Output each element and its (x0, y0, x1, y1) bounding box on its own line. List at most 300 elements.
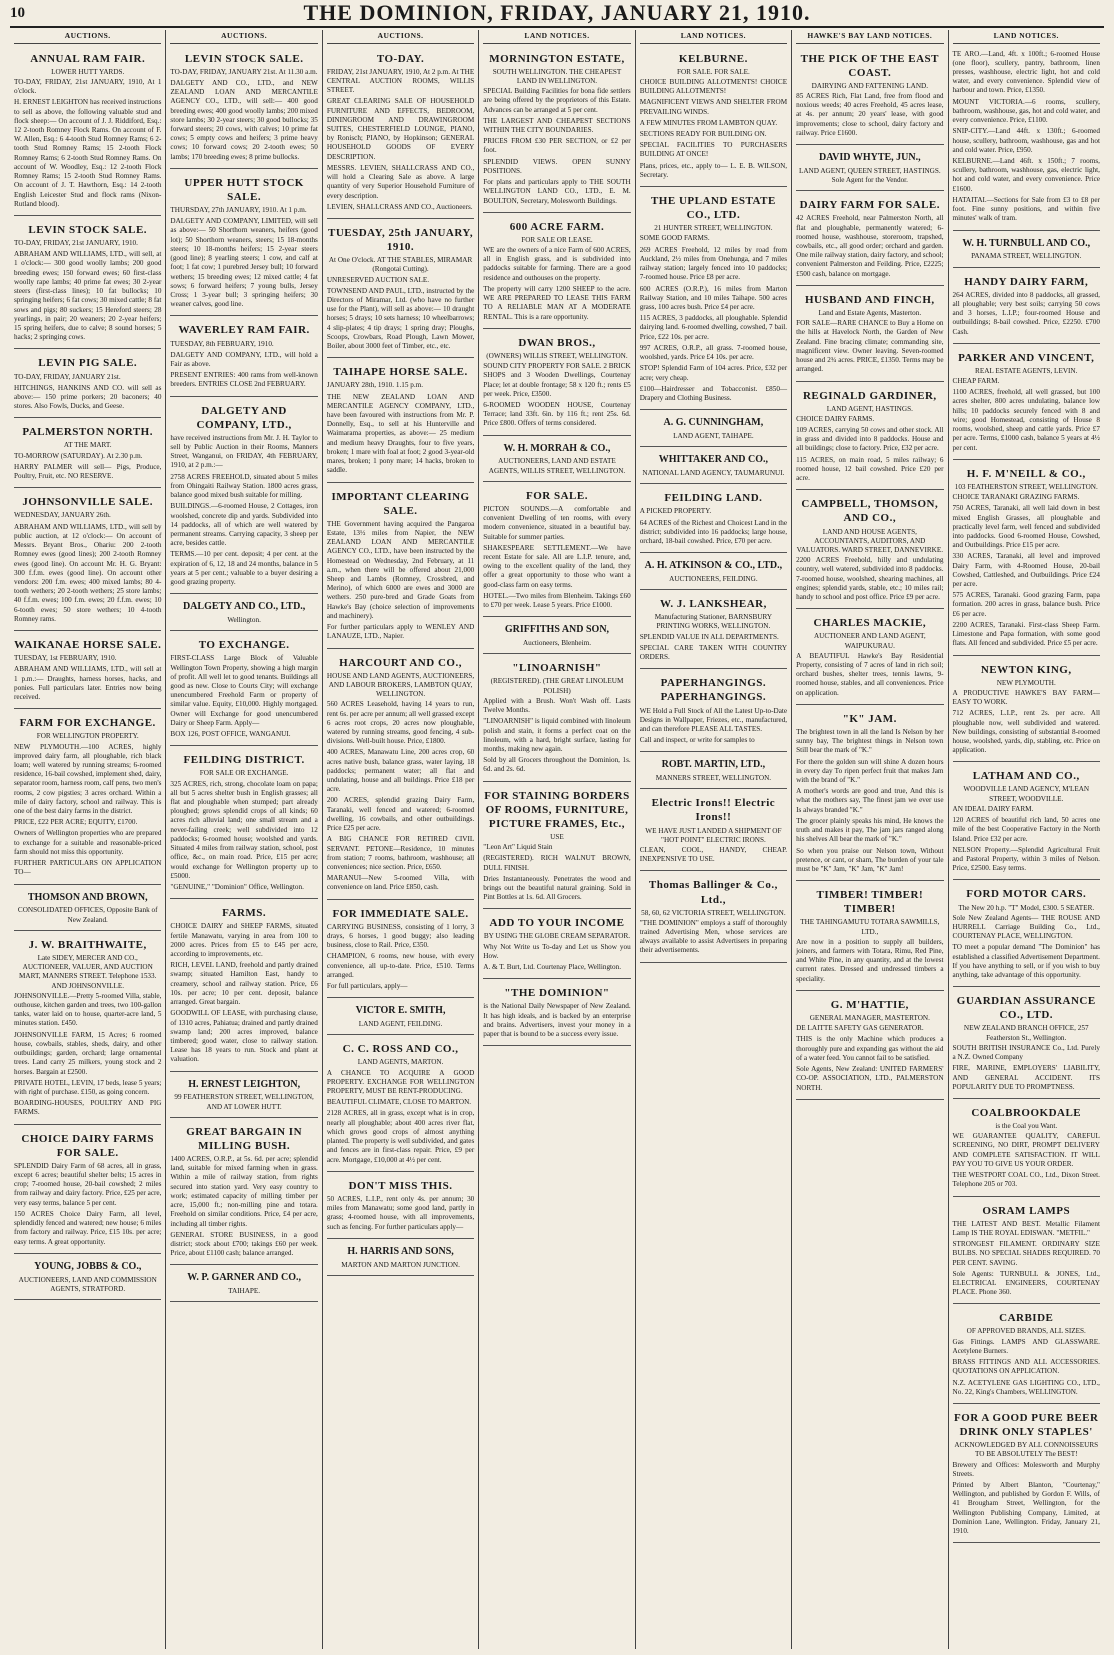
ad-subtitle: AUCTIONEER AND LAND AGENT, WAIPUKURAU. (813, 632, 926, 650)
page-number: 10 (10, 4, 25, 21)
advertisement (796, 288, 943, 382)
ad-subtitle: BY USING THE GLOBE CREAM SEPARATOR. (483, 932, 631, 941)
ad-subtitle: AUCTIONEERS, LAND AND COMMISSION AGENTS, STRATFORD. (18, 1275, 157, 1293)
ad-title: FOR STAINING BORDERS OF ROOMS, FURNITURE, PICTURE FRAMES, Etc., (484, 789, 630, 830)
ad-paragraph: 400 ACRES, Manawatu Line, 200 acres crop, 60 acres native bush, balance grass, water laying, 18 paddocks; permanent water; all flat and undulating, house and all buildings. Price £18 per acre. (326, 748, 475, 794)
advertisement (14, 47, 161, 216)
ad-title: COALBROOKDALE (971, 1106, 1082, 1119)
ad-paragraph: 2758 ACRES FREEHOLD, situated about 5 miles from Ohingaiti Railway Station. 1800 acres grass, balance good mixed bush suitable for milling. (170, 472, 318, 500)
advertisement (14, 490, 161, 631)
ad-paragraph: A mother's words are good and true, And this is what the mothers say, The finest jam we ever use Is always branded "K." (796, 787, 944, 814)
ad-subtitle: 21 HUNTER STREET, WELLINGTON. (654, 224, 773, 233)
ad-paragraph: FIRE, MARINE, EMPLOYERS' LIABILITY, AND GENERAL ACCIDENT. ITS POPULARITY DUE TO PROMPTNESS. (952, 1064, 1100, 1091)
ad-paragraph: A FEW MINUTES FROM LAMBTON QUAY. (639, 118, 778, 127)
ad-title: PALMERSTON NORTH. (22, 426, 153, 439)
ad-paragraph: NEW PLYMOUTH.—100 ACRES, highly improved dairy farm, all ploughable, rich black loam; well watered by running streams; 6-roomed residence, 16-bail cowshed, implement shed, dairy, separator room, harness room, calf pens, two men's rooms, 2 cow pigsties; 3 acres orchard. Within a mile of dairy factory, school and railway. This is one of the best dairy farms in the district. (14, 742, 162, 816)
ad-paragraph: Sole Agents: TURNBULL & JONES, Ltd., ELECTRICAL ENGINEERS, COURTENAY PLACE. Phone 360. (952, 1269, 1100, 1297)
advertisement (170, 633, 317, 746)
advertisement (953, 882, 1100, 987)
ad-title: DALGETY AND CO., LTD., (182, 601, 306, 613)
ad-paragraph: The property will carry 1200 SHEEP to the acre. WE ARE PREPARED TO LEASE THIS FARM TO A RELIABLE MAN AT A MODERATE RENTAL. This is a rare opportunity. (483, 284, 631, 321)
ad-paragraph: 50 ACRES, L.I.P., rent only 4s. per annum; 30 miles from Manawatu; some good land, partly in grass; 4-roomed house, with all improvements, such as fencing. For further particulars apply— (326, 1194, 475, 1231)
ad-paragraph: £100—Hairdresser and Tobacconist. £850—Drapery and Clothing Business. (639, 384, 788, 402)
ad-subtitle: DAIRYING AND FATTENING LAND. (811, 81, 929, 90)
ad-title: THOMSON AND BROWN, (27, 891, 148, 903)
advertisement (483, 215, 630, 329)
advertisement (953, 658, 1100, 763)
ad-paragraph: 115 ACRES, 3 paddocks, all ploughable. Splendid dairying land. 6-roomed dwelling, cowshed, 7 bail. Price, £22 10s. per acre. (639, 314, 788, 341)
ad-paragraph: ABRAHAM AND WILLIAMS, LTD., will sell at 1 p.m.:— Draughts, harness horses, hacks, and ponies. Full particulars later. Entries now being received. (14, 665, 162, 701)
advertisement (170, 901, 317, 1071)
advertisement (483, 911, 630, 979)
ad-subtitle: MANNERS STREET, WELLINGTON. (655, 774, 772, 783)
ad-paragraph: LEVIEN, SHALLCRASS AND CO., Auctioneers. (326, 202, 473, 211)
advertisement (640, 412, 787, 447)
ad-paragraph: THE Government having acquired the Pangaroa Estate, 13½ miles from Napier, the NEW ZEALAND LOAN AND MERCANTILE AGENCY CO., LTD., have been instructed by the Homestead on Wednesday, 2nd February, at 11 a.m., when there will be offered about 21,000 Sheep and Lambs (Romney, Crossbred, and Merino), of which 6000 are ewes and 3000 are wethers. 250 pure-bred and Grade Goats from Hawke's Bay (choice selection of improvements and machinery). (326, 519, 475, 620)
ad-title: WHITTAKER AND CO., (658, 454, 769, 466)
ad-paragraph: Sole New Zealand Agents— THE ROUSE AND HURRELL Carriage Building Co., Ltd., COURTENAY PLACE, WELLINGTON. (952, 913, 1100, 941)
ad-paragraph: CHEAP FARM. (952, 377, 1000, 386)
ad-paragraph: NELSON Property.—Splendid Agricultural Fruit and Pastoral Property, within 3 miles of Nelson. Price, £2500. Easy terms. (952, 845, 1100, 873)
ad-paragraph: 997 ACRES, O.R.P., all grass. 7-roomed house, woolshed, yards. Price £4 10s. per acre. (639, 343, 788, 362)
column-heading: AUCTIONS. (327, 30, 474, 44)
ad-paragraph: PRICE, £22 PER ACRE; EQUITY, £1700. (14, 818, 138, 827)
ad-paragraph: Plans, prices, etc., apply to— L. E. B. WILSON, Secretary. (639, 161, 788, 179)
ad-paragraph: SNIP-CITY.—Land 44ft. x 130ft.; 6-roomed house, scullery, bathroom, washhouse, gas and hot and cold water. Price, £950. (952, 127, 1100, 154)
column-4 (479, 30, 635, 1649)
ad-paragraph: Call and inspect, or write for samples to (639, 736, 755, 745)
ad-subtitle: NEW PLYMOUTH. (996, 678, 1056, 687)
ad-subtitle: 103 FEATHERSTON STREET, WELLINGTON. (954, 482, 1098, 491)
ad-paragraph: (REGISTERED). RICH WALNUT BROWN, DULL FINISH. (483, 854, 631, 872)
ad-title: PARKER AND VINCENT, (958, 351, 1095, 364)
ad-subtitle: CONSOLIDATED OFFICES, Opposite Bank of New Zealand. (17, 906, 158, 924)
ad-paragraph: FOR SALE—RARE CHANCE to Buy a Home on the hills at Havelock North, the Garden of New Zealand. Fine bracing climate; commanding site, magnificent view. Owner leaving. Seven-roomed house and 2¾ acres. PRICE, £1350. Terms may be arranged. (796, 319, 944, 374)
ad-paragraph: 575 ACRES, Taranaki. Good grazing Farm, papa formation. 200 acres in grass, balance bush. Price £6 per acre. (952, 591, 1100, 618)
ad-paragraph: 269 ACRES Freehold, 12 miles by road from Auckland, 2½ miles from Onehunga, and 7 miles railway station; largely fenced into 10 paddocks; 7-roomed house. Price £8 per acre. (639, 245, 788, 282)
ad-title: TO-DAY. (376, 52, 425, 65)
ad-paragraph: 325 ACRES, rich, strong, chocolate loam on papa; all but 5 acres shelter bush in English grasses; all flat and ploughable when stumped; part already ploughed; grows splendid crops of all kinds; 60 acres rich alluvial land; one small stream and a never-failing creek; well subdivided into 12 paddocks; 6-roomed house; woolshed and yards. Situated 4 miles from railway station, school, post office, &c., on main road. Price, £15 per acre; would exchange for Wellington property up to £5000. (170, 779, 318, 880)
ad-title: FARMS. (222, 907, 267, 920)
ad-paragraph: N.Z. ACETYLENE GAS LIGHTING CO., LTD., No. 22, King's Chambers, WELLINGTON. (952, 1378, 1100, 1396)
ad-subtitle: MARTON AND MARTON JUNCTION. (341, 1260, 460, 1269)
ad-title: THE PICK OF THE EAST COAST. (800, 52, 939, 79)
ad-title: FEILDING LAND. (664, 492, 763, 505)
advertisement (640, 791, 787, 871)
ad-title: FARM FOR EXCHANGE. (19, 717, 156, 730)
ad-paragraph: Dries Instantaneously. Penetrates the wood and brings out the beautiful natural graining. Sold in Pint Bottles at 1s. 6d. All Grocers. (483, 874, 631, 902)
ad-title: LEVIN STOCK SALE. (184, 52, 304, 65)
ad-title: FORD MOTOR CARS. (966, 888, 1087, 901)
ad-paragraph: TUESDAY, 1st FEBRUARY, 1910. (14, 654, 117, 663)
ad-title: REGINALD GARDINER, (802, 389, 937, 402)
ad-paragraph: TO-DAY, FRIDAY, JANUARY 21st. At 11.30 a.m. (170, 67, 318, 76)
advertisement (640, 671, 787, 752)
ad-paragraph: TUESDAY, 8th FEBRUARY, 1910. (170, 339, 274, 348)
ad-title: FEILDING DISTRICT. (183, 754, 305, 767)
advertisement (483, 981, 630, 1046)
ad-title: C. C. ROSS AND CO., (342, 1043, 459, 1056)
advertisement (170, 399, 317, 595)
advertisement (170, 171, 317, 317)
ad-paragraph: 712 ACRES, L.I.P., rent 2s. per acre. All ploughable now, well subdivided and watered. New buildings, consisting of substantial 8-roomed house, woolshed, yards, dip, stabling, etc. Price on application. (952, 709, 1100, 755)
ad-title: H. HARRIS AND SONS, (347, 1245, 454, 1257)
advertisement (953, 462, 1100, 656)
ad-title: Thomas Ballinger & Co., Ltd., (648, 879, 778, 906)
ad-paragraph: BUILDINGS.—6-roomed House, 2 Cottages, iron woolshed, concrete dip and yards. Subdivided into 14 paddocks, all of which are well watered by permanent streams. Carrying capacity, 3 sheep per acre, besides cattle. (170, 502, 318, 548)
ad-title: HARCOURT AND CO., (339, 656, 462, 669)
ad-subtitle: At One O'clock. AT THE STABLES, MIRAMAR (Rongotai Cutting). (328, 256, 473, 274)
ad-paragraph: A CHANCE TO ACQUIRE A GOOD PROPERTY. EXCHANGE FOR WELLINGTON PROPERTY, MUST BE RENT-PRODUCING. (326, 1068, 475, 1096)
advertisement (640, 189, 787, 410)
ad-subtitle: is the Coal you Want. (995, 1122, 1058, 1131)
ad-paragraph: SPECIAL FACILITIES TO PURCHASERS BUILDING AT ONCE! (639, 141, 788, 159)
advertisement (170, 318, 317, 396)
ad-paragraph: STOP! Splendid Farm of 104 acres. Price, £32 per acre; very cheap. (639, 364, 788, 382)
ad-paragraph: CLEAN, COOL, HANDY, CHEAP. INEXPENSIVE TO USE. (639, 845, 788, 864)
ad-subtitle: TAIHAPE. (228, 1287, 261, 1296)
advertisement (640, 555, 787, 590)
ad-title: "LINOARNISH" (512, 662, 602, 675)
ad-paragraph: CARRYING BUSINESS, consisting of 1 lorry, 3 drays, 6 horses, 1 good buggy; also leading business, close to Rail. Price, £350. (326, 922, 475, 950)
ad-paragraph: JOHNSONVILLE.—Pretty 5-roomed Villa, stable, outhouse, kitchen garden and trees, two 100-gallon tanks, water laid on to house, quarter-acre land, 5 minutes station. £450. (14, 991, 162, 1028)
advertisement (953, 346, 1100, 460)
ad-title: TUESDAY, 25th JANUARY, 1910. (328, 226, 474, 254)
column-5 (636, 30, 792, 1649)
ad-paragraph: GREAT CLEARING SALE OF HOUSEHOLD FURNITURE AND EFFECTS, BEDROOM, DININGROOM AND DRAWINGROOM SUITES, CHESTERFIELD LOUNGE, PIANO, by Ronisch; PIANO, by Hopkinson; GENERAL HOUSEHOLD GOODS OF EVERY DESCRIPTION. (326, 97, 475, 161)
ad-paragraph: AN IDEAL DAIRY FARM. (952, 804, 1034, 813)
ad-subtitle: FOR WELLINGTON PROPERTY. (36, 732, 139, 741)
advertisement (953, 989, 1100, 1099)
ad-paragraph: HATAITAI.—Sections for Sale from £3 to £8 per foot. Fine sunny positions, and within five minutes' walk of tram. (952, 195, 1100, 223)
ad-paragraph: THE NEW ZEALAND LOAN AND MERCANTILE AGENCY COMPANY, LTD., have been favoured with instructions from Mr. P. Donnelly, Esq., to sell at his Hunterville and Waimarama properties, as above:— 25 medium and medium heavy Draughts, four to five years, broken; 1 mare with foal at foot; 2 good 3-year-old mares, broken; 1 pony mare; 14 hacks, broken to saddle. (326, 392, 475, 475)
ad-paragraph: PRESENT ENTRIES: 400 rams from well-known breeders. ENTRIES CLOSE 2nd FEBRUARY. (170, 371, 318, 389)
masthead (10, 0, 1104, 28)
ad-paragraph: FRIDAY, 21st JANUARY, 1910, At 2 p.m. At THE CENTRAL AUCTION ROOMS, WILLIS STREET. (326, 67, 475, 95)
column-heading: LAND NOTICES. (953, 30, 1100, 44)
ad-title: THE UPLAND ESTATE CO., LTD. (650, 195, 776, 222)
ad-paragraph: 2200 ACRES Freehold, hilly and undulating country, well watered, subdivided into 8 paddocks. 7-roomed house, woolshed, shearing machines, all engines; splendid yards, stable, etc.; 10 miles rail; handy to school and post office. Price £9 per acre. (796, 556, 944, 602)
ad-title: G. M'HATTIE, (830, 998, 909, 1011)
ad-title: W. H. MORRAH & CO., (503, 442, 611, 454)
ad-subtitle: FOR SALE OR EXCHANGE. (199, 769, 289, 778)
advertisement (170, 1267, 317, 1302)
ad-subtitle: LAND AND HOUSE AGENTS, ACCOUNTANTS, AUDITORS, AND VALUATORS. WARD STREET, DANNEVIRKE. (796, 527, 944, 554)
ad-title: DON'T MISS THIS. (348, 1179, 453, 1192)
ad-paragraph: HOTEL.—Two miles from Blenheim. Takings £60 to £70 per week. Lease 5 years. Price £1000. (483, 591, 631, 610)
advertisement (327, 360, 474, 482)
ad-title: A. H. ATKINSON & CO., LTD., (644, 560, 783, 572)
ad-title: W. P. GARNER AND CO., (187, 1272, 301, 1284)
advertisement (953, 233, 1100, 268)
ad-paragraph: The brightest town in all the land Is Nelson by her sunny bay, The brightest things in Nelson town Still bear the mark of "K." (796, 727, 944, 755)
ad-paragraph: SPECIAL Building Facilities for bona fide settlers are being offered by the proprietors of this Estate. Advances can be arranged at 5 per cent. (483, 87, 631, 114)
ad-subtitle: GENERAL MANAGER, MASTERTON. (809, 1013, 930, 1022)
ad-title: LEVIN PIG SALE. (38, 357, 138, 370)
ad-subtitle: REAL ESTATE AGENTS, LEVIN. (975, 366, 1078, 375)
ad-paragraph: CHOICE BUILDING ALLOTMENTS! CHOICE BUILDING ALLOTMENTS! (639, 77, 788, 96)
column-heading: LAND NOTICES. (640, 30, 787, 44)
ad-title: NEWTON KING, (980, 663, 1072, 676)
ad-paragraph: MOUNT VICTORIA.—6 rooms, scullery, bathroom, washhouse, gas, hot and cold water, and every convenience. Price, £1100. (952, 97, 1100, 125)
advertisement (327, 651, 474, 900)
ad-subtitle: LAND AGENT, QUEEN STREET, HASTINGS. Sole Agent for the Vendor. (798, 166, 941, 185)
column-3 (323, 30, 479, 1649)
ad-paragraph: Brewery and Offices: Molesworth and Murphy Streets. (952, 1460, 1100, 1478)
ad-paragraph: 115 ACRES, on main road, 5 miles railway; 6 roomed house, 12 bail cowshed. Price £20 per acre. (796, 455, 944, 483)
ad-paragraph: 1400 ACRES, O.R.P., at 5s. 6d. per acre; splendid land, suitable for mixed farming when in grass. Within a mile of railway station, from rights secured into station yard. Very easy country to work; estimated capacity of milling timber per acre, 15,000 ft.; non-milling pine and totara. Freehold on similar conditions. Price, £4 per acre, including all timber rights. (170, 1154, 318, 1228)
advertisement (327, 47, 474, 219)
ad-subtitle: 99 FEATHERSTON STREET, WELLINGTON, AND AT LOWER HUTT. (174, 1093, 314, 1111)
ad-title: "K" JAM. (842, 712, 897, 725)
advertisement (170, 47, 317, 169)
advertisement (796, 993, 943, 1100)
ad-paragraph: BEAUTIFUL CLIMATE, CLOSE TO MARTON. (326, 1098, 472, 1107)
ad-paragraph: "Leon Art" Liquid Stain (483, 843, 553, 852)
ad-paragraph: 750 ACRES, Taranaki, all well laid down in best mixed English Grasses, all ploughable and practically level farm, well fenced and subdivided into paddocks. Good 6-roomed House, Cowshed, and Outbuildings. Price £15 per acre. (952, 504, 1100, 550)
ad-paragraph: CHAMPION, 6 rooms, new house, with every convenience, all up-to-date. Price, £510. Terms arranged. (326, 952, 475, 979)
ad-title: CAMPBELL, THOMSON, AND CO., (801, 498, 939, 525)
ad-title: GRIFFITHS AND SON, (504, 624, 610, 636)
ad-paragraph: SOUND CITY PROPERTY FOR SALE. 2 BRICK SHOPS and 3 Wooden Dwellings, Courtenay Place; let at double frontage; 58 x 120 ft.; rents £5 per week. Price, £3500. (483, 362, 631, 398)
advertisement (327, 1000, 474, 1035)
ad-subtitle: WOODVILLE LAND AGENCY, M'LEAN STREET, WOODVILLE. (963, 785, 1090, 803)
ad-paragraph: MAGNIFICENT VIEWS AND SHELTER FROM PREVAILING WINDS. (639, 98, 788, 116)
advertisement (14, 351, 161, 418)
advertisement (483, 784, 630, 910)
ad-title: W. H. TURNBULL AND CO., (962, 237, 1091, 249)
ad-title: WAIKANAE HORSE SALE. (14, 639, 162, 652)
ad-subtitle: Land and Estate Agents, Masterton. (818, 308, 922, 317)
ad-paragraph: Sole Agents, New Zealand: UNITED FARMERS' CO-OP. ASSOCIATION, LTD., PALMERSTON NORTH. (796, 1065, 944, 1092)
ad-paragraph: 1100 ACRES, freehold, all well grassed, but 100 acres shelter, 800 acres undulating, balance low hills; 10 paddocks securely fenced with 8 and wire; good Homestead, consisting of House 8 rooms, woolshed, sheep and cattle yards. Price £7 per acre. Terms, £1000 cash, balance 5 years at 4½ per cent. (952, 388, 1100, 452)
advertisement (170, 1120, 317, 1266)
ad-paragraph: Are now in a position to supply all builders, joiners, and farmers with Totara, Rimu, Red Pine, and White Pine, in any quantity, and at the lowest current rates. Dressed and undressed timbers a speciality. (796, 937, 944, 983)
advertisement (796, 193, 943, 286)
ad-title: TO EXCHANGE. (198, 639, 290, 652)
column-6 (792, 30, 948, 1649)
ad-paragraph: FURTHER PARTICULARS ON APPLICATION TO— (14, 859, 162, 877)
advertisement (953, 270, 1100, 344)
ad-paragraph: TOWNSEND AND PAUL, LTD., instructed by the Directors of Miramar, Ltd. (who have no further use for the Plant), will sell as above:— 10 draught horses; 5 drays; 10 sets harness; 10 wheelbarrows; 4 slip-plates; 4 tip drays; 1 spring dray; Ploughs, Scoops, Crowbars, Road Plough, Lawn Mower, Boiler, about 3000 feet of Timber, etc., etc. (326, 286, 475, 351)
advertisement (14, 1256, 161, 1300)
ad-paragraph: GENERAL STORE BUSINESS, in a good district; stock about £700; takings £60 per week. Price, about £1100 cash; balance arranged. (170, 1230, 318, 1258)
advertisement (327, 1037, 474, 1171)
ad-paragraph: Why Not Write us To-day and Let us Show you How. (483, 942, 631, 960)
advertisement (483, 484, 630, 617)
ad-paragraph: PRICES FROM £30 PER SECTION, or £2 per foot. (483, 137, 631, 155)
ad-paragraph: CHOICE DAIRY FARMS. (796, 414, 875, 423)
ad-paragraph: Gas Fittings. LAMPS AND GLASSWARE. Acetylene Burners. (952, 1337, 1100, 1355)
ad-subtitle: AUCTIONEERS, LAND AND ESTATE AGENTS, WILLIS STREET, WELLINGTON. (488, 457, 626, 475)
ad-paragraph: 264 ACRES, divided into 8 paddocks, all grassed, all ploughable; very best soils; carrying 50 cows and 3 horses, L.I.P.; four-roomed House and outbuildings; 8-bail cowshed. Price, £2250. £700 Cash. (952, 290, 1100, 336)
ad-subtitle: AT THE MART. (63, 441, 112, 450)
ad-paragraph: HITCHINGS, HANKINS AND CO. will sell as above:— 150 prime porkers; 20 baconers; 40 stores. Also Fowls, Ducks, and Geese. (14, 383, 162, 411)
advertisement (640, 592, 787, 669)
ad-paragraph: TO-DAY, FRIDAY, 21st JANUARY, 1910, At 1 o'clock. (14, 77, 162, 96)
ad-paragraph: SPLENDID Dairy Farm of 68 acres, all in grass, except 6 acres; beautiful shelter belts; 15 acres in crop; 7-roomed house, 20-bail cowshed; 2 miles from railway and dairy factory. Price, £25 per acre, very easy terms, balance 5 per cent. (14, 1161, 162, 1207)
advertisement (327, 221, 474, 358)
ad-subtitle: LAND AGENT, FEILDING. (358, 1020, 443, 1029)
column-container (10, 30, 1104, 1649)
ad-paragraph: SPLENDID VALUE IN ALL DEPARTMENTS. (639, 632, 779, 641)
ad-paragraph: PICTON SOUNDS.—A comfortable and convenient Dwelling of ten rooms, with every modern convenience, situated in a beautiful bay. Suitable for summer parties. (483, 504, 631, 541)
advertisement (953, 764, 1100, 880)
ad-paragraph: DALGETY AND CO., LTD., and NEW ZEALAND LOAN AND MERCANTILE AGENCY CO., LTD., will sell:— 400 good breeding ewes; 400 good woolly lambs; 200 mixed store lambs; 30 2-year steers; 30 good bullocks; 35 forward steers; 20 cows, with calves; 10 prime fat cows; 5 empty cows and heifers; 3 prime heavy cows; 10 forward cows; 20 2-tooth ewes; 50 lambs; 170 breeding ewes; 8 prime bullocks. (170, 78, 318, 161)
ad-paragraph: ABRAHAM AND WILLIAMS, LTD., will sell by public auction, at 12 o'clock:— On account of Messrs. Bryant Bros., Ohariu: 200 2-tooth Romney ewes (good lines); 200 2-tooth Romney ewes (good line). On account Mr. H. G. Bryant: 300 f.f.m. ewes (good line). On account other vendors: 200 f.m. ewes; 400 mixed lambs; 80 4-tooth wethers; 20 2-tooth wethers; 25 store lambs; 40 f.f.m. ewes; 100 f.m. ewes; 20 f.f.m. ewes; 10 6-tooth ewes; 50 store wethers; 10 4-tooth Romney rams. (14, 522, 162, 623)
ad-paragraph: 6-ROOMED WOODEN HOUSE, Courtenay Terrace; land 33ft. 6in. by 116 ft.; rent 25s. 6d. Price £800. Offers of terms considered. (483, 400, 631, 428)
ad-paragraph: WE Hold a Full Stock of All the Latest Up-to-Date Designs in Wallpaper, Friezes, etc., manufactured, and can therefore PLEASE ALL TASTES. (639, 706, 788, 733)
advertisement (640, 486, 787, 553)
ad-paragraph: CHOICE TARANAKI GRAZING FARMS. (952, 493, 1080, 502)
ad-title: DWAN BROS., (518, 336, 596, 349)
ad-paragraph: STRONGEST FILAMENT. ORDINARY SIZE BULBS. NO SPECIAL SHADES REQUIRED. 70 PER CENT. SAVING. (952, 1240, 1100, 1267)
ad-paragraph: A PRODUCTIVE HAWKE'S BAY FARM—EASY TO WORK. (952, 688, 1100, 707)
ad-paragraph: For there the golden sun will shine A dozen hours in every day To ripen perfect fruit that makes Jam with the brand of "K." (796, 757, 944, 785)
advertisement (14, 420, 161, 488)
ad-paragraph: SOUTH BRITISH INSURANCE Co., Ltd. Purely a N.Z. Owned Company (952, 1043, 1100, 1062)
ad-subtitle: Wellington. (227, 616, 261, 625)
ad-title: CHOICE DAIRY FARMS FOR SALE. (21, 1132, 155, 1159)
ad-subtitle: The New 20 h.p. "T" Model, £300. 5 SEATER. (958, 903, 1095, 912)
ad-paragraph: SOME GOOD FARMS. (639, 234, 710, 243)
advertisement (483, 331, 630, 436)
ad-paragraph: TE ARO.—Land, 4ft. x 100ft.; 6-roomed House (one floor), scullery, pantry, bathroom, linen presses, washhouse, electric light, hot and cold water, and every convenience. Splendid view of harbour and town. Price, £1350. (952, 49, 1100, 95)
ad-subtitle: SOUTH WELLINGTON. THE CHEAPEST LAND IN WELLINGTON. (492, 67, 622, 85)
ad-title: ANNUAL RAM FAIR. (30, 52, 146, 65)
advertisement (796, 384, 943, 491)
ad-subtitle: LOWER HUTT YARDS. (51, 67, 125, 76)
advertisement (796, 492, 943, 609)
ad-paragraph: 200 ACRES, splendid grazing Dairy Farm, Taranaki, well fenced and watered; 6-roomed dwelling, 16 cowbails, and other outbuildings. Price £25 per acre. (326, 796, 475, 833)
ad-paragraph: DALGETY AND COMPANY, LIMITED, will sell as above:— 50 Shorthorn weaners, heifers (good lot); 50 Shorthorn weaners, steers; 15 18-months steers; 10 18-months heifers; 15 2-year steers (good line); 8 yearling steers; 1 cow, and calf at foot; 1 fat cow; 1 purebred Jersey bull; 10 forward wethers; 15 breeding ewes; 12 mixed cattle; 4 fat sows; 6 forward heifers; 7 young bulls, Jersey Cross; 1 3-year bull; 3 springing heifers; 30 weaner calves, good line. (170, 217, 318, 309)
ad-paragraph: DE LAITTE SAFETY GAS GENERATOR. (796, 1024, 924, 1033)
ad-paragraph: SECTIONS READY FOR BUILDING ON. (639, 129, 767, 138)
ad-paragraph: A BEAUTIFUL Hawke's Bay Residential Property, consisting of 7 acres of land in rich soil; orchard bushes, shelter trees, tennis lawns, 9-roomed house, stables, and all conveniences. Price on application. (796, 651, 944, 697)
ad-paragraph: So when you praise our Nelson town, Without pretence, or cant, or sham, The burden of your tale must be "K" Jam, "K" Jam, "K" Jam! (796, 846, 944, 873)
advertisement (14, 933, 161, 1125)
ad-title: FOR IMMEDIATE SALE. (332, 907, 469, 920)
ad-paragraph: BOARDING-HOUSES, POULTRY AND PIG FARMS. (14, 1099, 162, 1117)
ad-paragraph: SPECIAL CARE TAKEN WITH COUNTRY ORDERS. (639, 643, 788, 662)
advertisement (483, 656, 630, 781)
ad-subtitle: AUCTIONEERS, FEILDING. (669, 574, 758, 583)
ad-subtitle: Manufacturing Stationer, BARNSBURY PRINTING WORKS, WELLINGTON. (654, 613, 773, 631)
advertisement (170, 748, 317, 899)
ad-subtitle: FOR SALE. FOR SALE. (676, 67, 750, 76)
ad-subtitle: NEW ZEALAND BRANCH OFFICE, 257 Featherston St., Wellington. (963, 1024, 1089, 1042)
ad-title: LEVIN STOCK SALE. (28, 223, 148, 236)
ad-title: H. ERNEST LEIGHTON, (188, 1078, 301, 1090)
advertisement (796, 883, 943, 991)
advertisement (14, 711, 161, 884)
ad-paragraph: SPLENDID VIEWS. OPEN SUNNY POSITIONS. (483, 157, 631, 175)
ad-title: Electric Irons!! Electric Irons!! (651, 797, 776, 824)
ad-paragraph: THIS is the only Machine which produces a thoroughly pure and expanding gas without the aid of a water feed. You cannot fail to be satisfied. (796, 1035, 944, 1062)
ad-paragraph: 2128 ACRES, all in grass, except what is in crop, nearly all ploughable; about 400 acres river flat, which grows good crops of almost anything planted. The property is well subdivided, and gates and fences are in first-class repair. Price, £9 per acre. Mortgage, £10,000 at 4½ per cent. (326, 1109, 475, 1164)
ad-title: JOHNSONVILLE SALE. (22, 496, 154, 509)
ad-paragraph: Sold by all Grocers throughout the Dominion, 1s. 6d. and 2s. 6d. (483, 756, 631, 774)
ad-paragraph: CHOICE DAIRY and SHEEP FARMS, situated fertile Manawatu, varying in area from 100 to 2000 acres. Prices from £5 to £45 per acre, according to improvements, etc. (170, 922, 318, 958)
ad-paragraph: 560 ACRES Leasehold, having 14 years to run, rent 6s. per acre per annum; all well grassed except 6 acres root crops, 20 acres now ploughable, watered by running streams, good fencing, 4 sub-divisions. Well-built house. Price, £1800. (326, 700, 475, 746)
ad-title: IMPORTANT CLEARING SALE. (331, 490, 470, 517)
ad-paragraph: BOX 126, POST OFFICE, WANGANUI. (170, 730, 291, 739)
advertisement (953, 1199, 1100, 1305)
ad-paragraph: 42 ACRES Freehold, near Palmerston North, all flat and ploughable, permanently watered; 6-roomed house, washhouse, storeroom, trapshed, cowbails, etc., all good order; orchard and garden. One mile railway station, dairy factory, and school; convenient Palmerston and Feilding. Price, £2225; £500 cash, balance on mortgage. (796, 214, 944, 278)
ad-title: DAVID WHYTE, JUN., (819, 152, 921, 164)
ad-title: WAVERLEY RAM FAIR. (178, 324, 310, 337)
advertisement (640, 873, 787, 962)
advertisement (953, 1406, 1100, 1543)
ad-paragraph: THE LARGEST AND CHEAPEST SECTIONS WITHIN THE CITY BOUNDARIES. (483, 116, 631, 134)
column-2 (166, 30, 322, 1649)
advertisement (483, 619, 630, 654)
ad-paragraph: JANUARY 28th, 1910. 1.15 p.m. (326, 381, 424, 390)
ad-paragraph: 330 ACRES, Taranaki, all level and improved Dairy Farm, with 4-Roomed House, 20-bail Cowshed, Cattleshed, and Outbuildings. Price £24 per acre. (952, 552, 1100, 589)
advertisement (327, 902, 474, 999)
ad-title: LATHAM AND CO., (972, 770, 1080, 783)
advertisement (14, 633, 161, 709)
ad-subtitle: FOR SALE OR LEASE. (521, 235, 593, 244)
ad-paragraph: TO-MORROW (SATURDAY). At 2.30 p.m. (14, 451, 143, 460)
ad-paragraph: 150 ACRES Choice Dairy Farm, all level, splendidly fenced and watered; new house; 6 miles from factory and railway. Price, £15 10s. per acre; easy terms. A great opportunity. (14, 1209, 162, 1246)
advertisement (796, 611, 943, 705)
column-heading: AUCTIONS. (170, 30, 317, 44)
ad-subtitle: USE (550, 832, 564, 841)
ad-paragraph: HARRY PALMER will sell— Pigs, Produce, Poultry, Fruit, etc. NO RESERVE. (14, 462, 162, 481)
ad-paragraph: TO-DAY, FRIDAY, JANUARY 21st. (14, 372, 121, 381)
ad-subtitle: HOUSE AND LAND AGENTS, AUCTIONEERS, AND LABOUR BROKERS, LAMBTON QUAY, WELLINGTON. (326, 671, 475, 699)
ad-paragraph: The grocer plainly speaks his mind, He knows the truth and makes it pay, The jam jars ranged along his shelves All bear the mark of "K." (796, 816, 944, 844)
ad-subtitle: LAND AGENTS, MARTON. (357, 1058, 444, 1067)
advertisement (170, 1074, 317, 1118)
ad-title: H. F. M'NEILL & CO., (966, 467, 1086, 480)
column-heading: HAWKE'S BAY LAND NOTICES. (796, 30, 943, 44)
column-1 (10, 30, 166, 1649)
advertisement (14, 218, 161, 349)
ad-title: ROBT. MARTIN, LTD., (661, 759, 766, 771)
ad-paragraph: SHAKESPEARE SETTLEMENT.—We have recent Estate for sale. All are L.I.P. tenure, and, owing to the excellent quality of the land, they offer a great opportunity to those who want a good-class farm on easy terms. (483, 543, 631, 589)
ad-paragraph: TO-DAY, FRIDAY, 21st JANUARY, 1910. (14, 239, 138, 248)
ad-title: 600 ACRE FARM. (509, 220, 605, 233)
ad-paragraph: have received instructions from Mr. J. H. Taylor to sell by Public Auction in their Rooms, Manners Street, Wanganui, on FRIDAY, 4th FEBRUARY, 1910, at 2 p.m.:— (170, 433, 318, 470)
ad-paragraph: 109 ACRES, carrying 50 cows and other stock. All in grass and divided into 8 paddocks. House and all buildings; close to factory. Price, £32 per acre. (796, 426, 944, 453)
ad-title: ADD TO YOUR INCOME (489, 917, 625, 930)
ad-title: GUARDIAN ASSURANCE CO., LTD. (956, 995, 1096, 1022)
ad-title: UPPER HUTT STOCK SALE. (184, 176, 304, 203)
ad-paragraph: GOODWILL OF LEASE, with purchasing clause, of 1310 acres, Pahiatua; drained and partly drained swamp land; 200 acres improved, balance timbered; good water, close to railway station. Lease has 18 years to run. Stock and plant at valuation. (170, 1009, 318, 1064)
ad-paragraph: A. & T. Burt, Ltd. Courtenay Place, Wellington. (483, 963, 622, 972)
ad-paragraph: For full particulars, apply— (326, 982, 408, 991)
ad-paragraph: "THE DOMINION" employs a staff of thoroughly trained Advertising Men, whose services are always available to assist Advertisers in preparing their advertisements. (639, 918, 788, 955)
ad-paragraph: WE are the owners of a nice Farm of 600 ACRES, all in English grass, and is subdivided into paddocks suitable for farming. There are a good residence and outhouses on the property. (483, 246, 631, 282)
ad-paragraph: MESSRS. LEVIEN, SHALLCRASS AND CO., will hold a Clearing Sale as above. A large quantity of very Superior Household Furniture of every description. (326, 163, 475, 200)
ad-title: TIMBER! TIMBER! TIMBER! (816, 889, 924, 916)
ad-paragraph: A PICKED PROPERTY. (639, 507, 712, 516)
ad-paragraph: is the National Daily Newspaper of New Zealand. It has high ideals, and is backed by an enterprise and brains. Advertisers, invest your money in a paper that is bound to be a success every issue. (483, 1002, 631, 1039)
masthead-title: THE DOMINION, FRIDAY, JANUARY 21, 1910. (303, 0, 811, 25)
ad-title: KELBURNE. (678, 52, 748, 65)
advertisement (796, 707, 943, 881)
ad-title: CHARLES MACKIE, (813, 617, 927, 630)
advertisement (170, 596, 317, 631)
column-heading: AUCTIONS. (14, 30, 161, 44)
advertisement (14, 887, 161, 931)
ad-title: TAIHAPE HORSE SALE. (333, 366, 468, 379)
advertisement (953, 1306, 1100, 1404)
ad-title: DALGETY AND COMPANY, LTD., (196, 404, 292, 431)
ad-paragraph: "GENUINE," "Dominion" Office, Wellington. (170, 883, 304, 892)
